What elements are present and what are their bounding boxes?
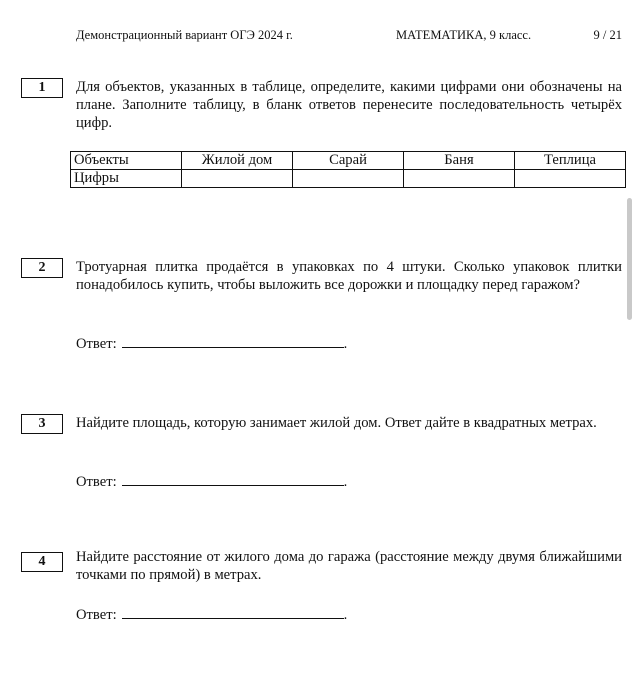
question-text-4: Найдите расстояние от жилого дома до гаража (расстояние между двумя ближайшими точками по прямой) в метрах. bbox=[76, 549, 622, 583]
answer-row-4 bbox=[76, 604, 347, 624]
question-number-4: 4 bbox=[21, 552, 63, 572]
table-input-bath[interactable] bbox=[404, 170, 515, 188]
answer-row-3 bbox=[76, 471, 347, 491]
table-input-house[interactable] bbox=[182, 170, 293, 188]
scrollbar[interactable] bbox=[627, 198, 632, 320]
table-header-row bbox=[71, 152, 626, 170]
question-text-1: Для объектов, указанных в таблице, определите, какими цифрами они обозначены на плане. Заполните таблицу, в бланк ответов перенесите последовательность четырёх цифр. bbox=[76, 79, 622, 131]
page-header bbox=[76, 28, 622, 44]
objects-table bbox=[70, 151, 626, 188]
answer-period: . bbox=[343, 607, 348, 623]
answer-line-4[interactable] bbox=[122, 604, 344, 619]
answer-line-2[interactable] bbox=[122, 333, 344, 348]
question-number-3: 3 bbox=[21, 414, 63, 434]
table-input-greenhouse[interactable] bbox=[515, 170, 626, 188]
table-cell-objects: Объекты bbox=[71, 152, 182, 170]
answer-line-3[interactable] bbox=[122, 471, 344, 486]
question-number-2: 2 bbox=[21, 258, 63, 278]
table-cell-digits: Цифры bbox=[71, 170, 182, 188]
table-cell-greenhouse: Теплица bbox=[515, 152, 626, 170]
table-cell-house: Жилой дом bbox=[182, 152, 293, 170]
table-cell-bath: Баня bbox=[404, 152, 515, 170]
table-digits-row bbox=[71, 170, 626, 188]
question-text-3: Найдите площадь, которую занимает жилой дом. Ответ дайте в квадратных метрах. bbox=[76, 415, 597, 431]
table-cell-shed: Сарай bbox=[293, 152, 404, 170]
answer-period: . bbox=[343, 336, 348, 352]
table-input-shed[interactable] bbox=[293, 170, 404, 188]
question-number-1: 1 bbox=[21, 78, 63, 98]
answer-row-2 bbox=[76, 333, 347, 353]
page-number: 9 / 21 bbox=[593, 28, 622, 42]
question-text-2: Тротуарная плитка продаётся в упаковках по 4 штуки. Сколько упаковок плитки понадобилось купить, чтобы выложить все дорожки и площадку перед гаражом? bbox=[76, 259, 622, 293]
subject-label: МАТЕМАТИКА, 9 класс. bbox=[396, 28, 532, 42]
answer-label: Ответ: bbox=[76, 336, 117, 352]
answer-label: Ответ: bbox=[76, 607, 117, 623]
exam-title: Демонстрационный вариант ОГЭ 2024 г. bbox=[76, 28, 293, 42]
answer-period: . bbox=[343, 474, 348, 490]
answer-label: Ответ: bbox=[76, 474, 117, 490]
